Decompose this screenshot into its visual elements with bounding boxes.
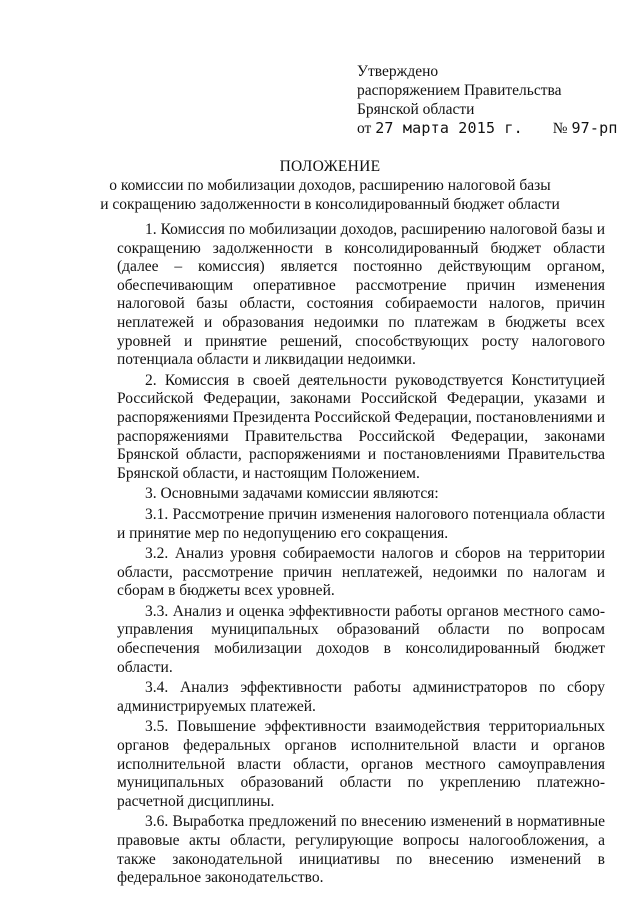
paragraph-3-4: 3.4. Анализ эффективности работы администраторов по сбору администрируемых платежей. — [117, 679, 605, 715]
document-subtitle-line-1: о комиссии по мобилизации доходов, расширению налоговой базы — [109, 177, 551, 194]
paragraph-3: 3. Основными задачами комиссии являются: — [145, 485, 439, 503]
approval-issuer: распоряжением Правительства — [357, 82, 562, 99]
paragraph-3-5: 3.5. Повышение эффективности взаимодействия территориальных органов федеральных органов исполнительной власти и органов исполнительной власти области, органов местного самоуправления муниципальных образований области по укреплению платежно-расчетной дисциплины. — [117, 718, 605, 810]
paragraph-2: 2. Комиссия в своей деятельности руководствуется Конституцией Российской Федерации, законами Российской Федерации, указами и распоряжениями Президента Российской Федерации, постановлениями и распоряжениями Правительства Российской Федерации, законами Брянской области, распоряжениями и постановлениями Правительства Брянской области, и настоящим Положением. — [117, 371, 605, 482]
paragraph-3-2: 3.2. Анализ уровня собираемости налогов и сборов на территории области, рассмотрение причин неплатежей, недоимки по налогам и сборам в бюджеты всех уровней. — [117, 545, 605, 600]
approval-label: Утверждено — [357, 63, 439, 80]
paragraph-3-3: 3.3. Анализ и оценка эффективности работы органов местного самоуправления муниципальных образований области по вопросам обеспечения мобилизации доходов в консолидированный бюджет области. — [117, 602, 605, 676]
approval-number: 97-рп — [571, 119, 618, 137]
document-subtitle-line-2: и сокращению задолженности в консолидированный бюджет области — [100, 196, 560, 213]
date-prefix: от — [357, 120, 372, 137]
paragraph-1: 1. Комиссия по мобилизации доходов, расширению налоговой базы и сокращению задолженности в консолидированный бюджет области (далее – комиссия) является постоянно действующим органом, обеспечивающим оперативное рассмотрение причин изменения налоговой базы области, состояния собираемости налогов, причин неплатежей и образования недоимки по платежам в бюджеты всех уровней и принятие решений, способствующих росту налогового потенциала области и ликвидации недоимки. — [117, 221, 605, 369]
document-title: ПОЛОЖЕНИЕ — [279, 158, 381, 175]
approval-date: 27 марта 2015 г. — [375, 119, 523, 137]
document-title-block — [100, 157, 560, 214]
approval-region: Брянской области — [357, 101, 475, 118]
approval-stamp — [357, 62, 617, 138]
number-sign: № — [552, 120, 568, 137]
approval-date-line — [357, 119, 617, 138]
paragraph-3-1: 3.1. Рассмотрение причин изменения налогового потенциала области и принятие мер по недопущению его сокращения. — [117, 505, 605, 542]
document-body — [117, 221, 605, 890]
paragraph-3-6: 3.6. Выработка предложений по внесению изменений в нормативные правовые акты области, регулирующие вопросы налогообложения, а также законодательной инициативы по внесению изменений в федеральное законодательство. — [117, 813, 605, 887]
